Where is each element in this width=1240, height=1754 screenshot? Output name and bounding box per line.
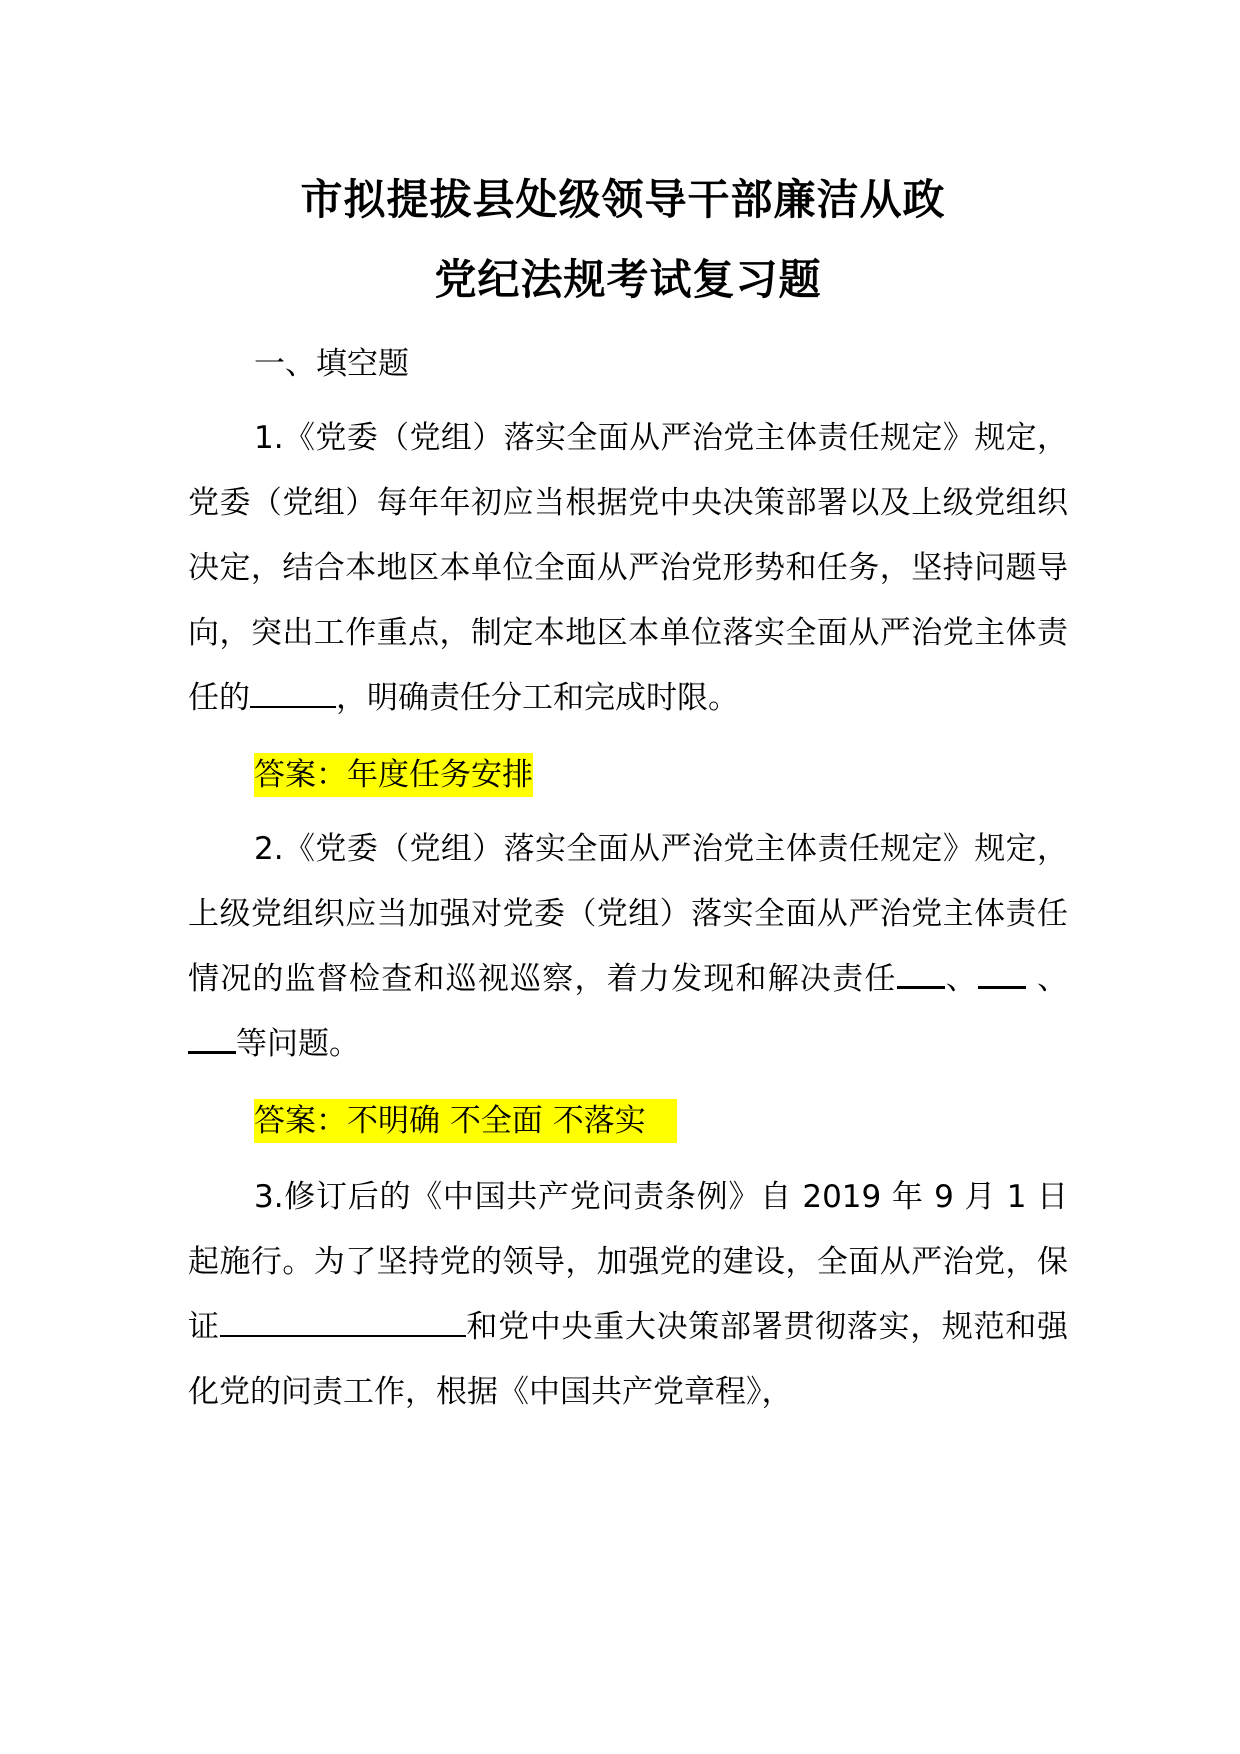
answer-blank [897,955,945,989]
question-3-text-end: 和党中央重大决策部署贯彻落实，规范和强化党的问责工作，根据《中国共产党章程》， [188,1309,1069,1410]
answer-1 [188,745,1068,805]
question-2 [188,817,1068,1077]
answer-1-highlight: 答案：年度任务安排 [254,753,533,797]
question-2-text-end: 等问题。 [236,1026,360,1062]
question-2-separator-1: 、 [944,961,978,997]
question-1-text: 1.《党委（党组）落实全面从严治党主体责任规定》规定，党委（党组）每年年初应当根据党中央决策部署以及上级党组织决定，结合本地区本单位全面从严治党形势和任务，坚持问题导向，突出工作重点，制定本地区本单位落实全面从严治党主体责任的 [188,420,1068,716]
answer-2 [188,1091,1068,1151]
answer-blank [220,1304,466,1337]
question-3-text: 3.修订后的《中国共产党问责条例》自 2019 年 9 月 1 日起施行。为了坚持党的领导，加强党的建设，全面从严治党，保证 [188,1179,1068,1345]
question-1-text-end: ，明确责任分工和完成时限。 [336,680,739,716]
document-title [188,160,1068,320]
question-2-text: 2.《党委（党组）落实全面从严治党主体责任规定》规定，上级党组织应当加强对党委（党组）落实全面从严治党主体责任情况的监督检查和巡视巡察，着力发现和解决责任 [188,831,1068,997]
answer-blank [978,955,1026,989]
answer-blank [250,675,336,708]
answer-2-highlight: 答案：不明确 不全面 不落实 [254,1099,677,1143]
question-3 [188,1165,1068,1425]
section-heading: 一、填空题 [254,346,409,382]
document-page [188,160,1068,1425]
question-2-separator-2: 、 [1025,961,1069,997]
title-line-1: 市拟提拔县处级领导干部廉洁从政 [300,175,946,224]
title-line-2: 党纪法规考试复习题 [434,255,822,304]
question-1 [188,406,1068,731]
answer-blank [188,1020,236,1054]
